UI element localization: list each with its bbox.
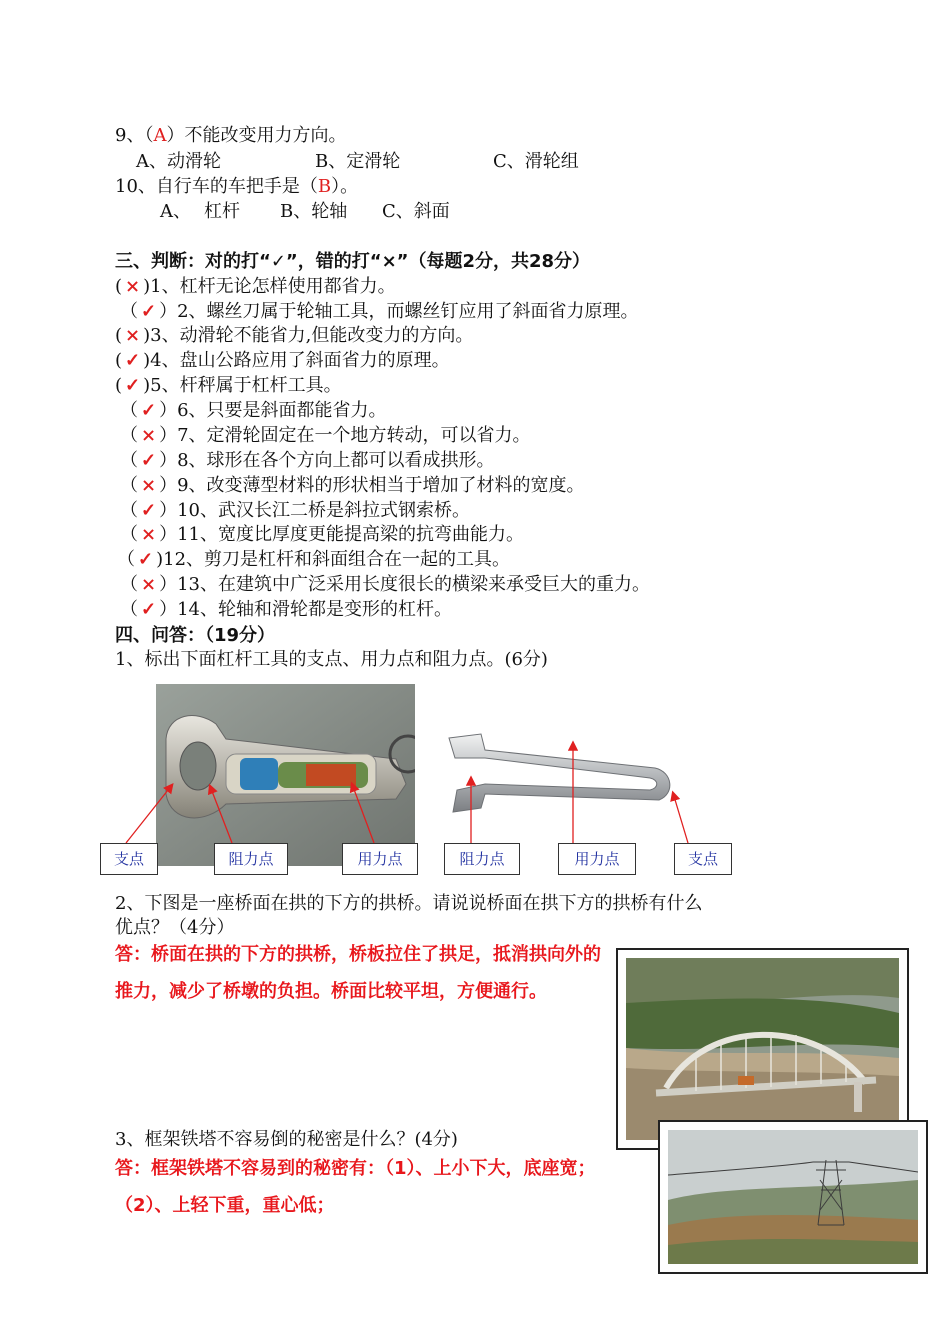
judge-mark: ✓	[141, 400, 157, 421]
label-resistance-1: 阻力点	[214, 843, 288, 875]
judge-text: ）8、球形在各个方向上都可以看成拱形。	[159, 450, 495, 471]
judge-item: （ ✓ ）8、球形在各个方向上都可以看成拱形。	[120, 450, 495, 471]
judge-mark: ✓	[141, 301, 157, 322]
judge-mark: ✓	[141, 599, 157, 620]
section4-q3: 3、框架铁塔不容易倒的秘密是什么？(4分)	[115, 1129, 458, 1150]
judge-item: （ ✓ )12、剪刀是杠杆和斜面组合在一起的工具。	[117, 549, 511, 570]
mc-q9: 9、（A）不能改变用力方向。	[115, 125, 347, 146]
judge-text: ）14、轮轴和滑轮都是变形的杠杆。	[159, 599, 452, 620]
label-effort-2: 用力点	[558, 843, 636, 875]
judge-item: （ ✓ ）2、螺丝刀属于轮轴工具，而螺丝钉应用了斜面省力原理。	[120, 301, 639, 322]
judge-mark: ×	[141, 574, 157, 595]
judge-mark: ×	[125, 276, 141, 297]
judge-item: ( ✓ )5、杆秤属于杠杆工具。	[115, 375, 342, 396]
judge-item: （ × ）13、在建筑中广泛采用长度很长的横梁来承受巨大的重力。	[120, 574, 650, 595]
section3-title: 三、判断：对的打“✓”，错的打“×”（每题2分，共28分）	[115, 251, 591, 272]
mc-q9-opt-c: C、滑轮组	[493, 151, 579, 172]
section4-q2-line1: 2、下图是一座桥面在拱的下方的拱桥。请说说桥面在拱下方的拱桥有什么	[115, 893, 703, 914]
judge-mark: ×	[141, 425, 157, 446]
label-fulcrum-1: 支点	[100, 843, 158, 875]
judge-mark: ✓	[141, 450, 157, 471]
tower-photo-frame	[658, 1120, 928, 1274]
judge-text: ）11、宽度比厚度更能提高梁的抗弯曲能力。	[159, 524, 524, 545]
judge-mark: ×	[141, 475, 157, 496]
judge-item: （ × ）7、定滑轮固定在一个地方转动，可以省力。	[120, 425, 531, 446]
label-fulcrum-2: 支点	[674, 843, 732, 875]
section4-a3: 答：框架铁塔不容易到的秘密有：（1）、上小下大，底座宽；（2）、上轻下重，重心低；	[115, 1158, 596, 1216]
judge-item: ( × )3、动滑轮不能省力,但能改变力的方向。	[115, 325, 474, 346]
judge-text: )5、杆秤属于杠杆工具。	[143, 375, 342, 396]
judge-item: （ × ）9、改变薄型材料的形状相当于增加了材料的宽度。	[120, 475, 585, 496]
judge-item: （ × ）11、宽度比厚度更能提高梁的抗弯曲能力。	[120, 524, 524, 545]
judge-mark: ✓	[125, 375, 141, 396]
lattice-tower-image	[668, 1130, 918, 1264]
judge-mark: ×	[141, 524, 157, 545]
judge-item: （ ✓ ）14、轮轴和滑轮都是变形的杠杆。	[120, 599, 452, 620]
mc-q10: 10、自行车的车把手是（B）。	[115, 176, 359, 197]
section4-title: 四、问答：（19分）	[115, 625, 276, 646]
judge-text: ）2、螺丝刀属于轮轴工具，而螺丝钉应用了斜面省力原理。	[159, 301, 639, 322]
label-effort-1: 用力点	[342, 843, 418, 875]
section4-q2-line2: 优点？（4分）	[115, 917, 235, 938]
judge-text: ）6、只要是斜面都能省力。	[159, 400, 387, 421]
bottle-opener-image	[156, 684, 415, 866]
judge-text: )1、杠杆无论怎样使用都省力。	[143, 276, 396, 297]
judge-text: ）9、改变薄型材料的形状相当于增加了材料的宽度。	[159, 475, 585, 496]
judge-text: ）10、武汉长江二桥是斜拉式钢索桥。	[159, 500, 470, 521]
judge-text: ）7、定滑轮固定在一个地方转动，可以省力。	[159, 425, 531, 446]
judge-item: （ ✓ ）10、武汉长江二桥是斜拉式钢索桥。	[120, 500, 470, 521]
judge-item: （ ✓ ）6、只要是斜面都能省力。	[120, 400, 387, 421]
judge-text: )3、动滑轮不能省力,但能改变力的方向。	[143, 325, 474, 346]
mc-q9-answer: A	[153, 125, 167, 146]
tongs-image	[445, 728, 677, 818]
judge-text: )12、剪刀是杠杆和斜面组合在一起的工具。	[156, 549, 511, 570]
judge-text: )4、盘山公路应用了斜面省力的原理。	[143, 350, 450, 371]
judge-mark: ✓	[125, 350, 141, 371]
label-resistance-2: 阻力点	[444, 843, 520, 875]
judge-mark: ✓	[138, 549, 154, 570]
section4-q1: 1、标出下面杠杆工具的支点、用力点和阻力点。(6分)	[115, 649, 548, 670]
mc-q9-opt-a: A、动滑轮	[136, 151, 221, 172]
judge-mark: ×	[125, 325, 141, 346]
judge-mark: ✓	[141, 500, 157, 521]
mc-q9-opt-b: B、定滑轮	[315, 151, 401, 172]
judge-text: ）13、在建筑中广泛采用长度很长的横梁来承受巨大的重力。	[159, 574, 650, 595]
judge-item: ( × )1、杠杆无论怎样使用都省力。	[115, 276, 396, 297]
judge-item: ( ✓ )4、盘山公路应用了斜面省力的原理。	[115, 350, 450, 371]
mc-q10-answer: B	[317, 176, 332, 197]
section4-a2: 答：桥面在拱的下方的拱桥，桥板拉住了拱足，抵消拱向外的推力，减少了桥墩的负担。桥面比较平坦，方便通行。	[115, 944, 601, 1002]
arch-bridge-image	[626, 958, 899, 1140]
